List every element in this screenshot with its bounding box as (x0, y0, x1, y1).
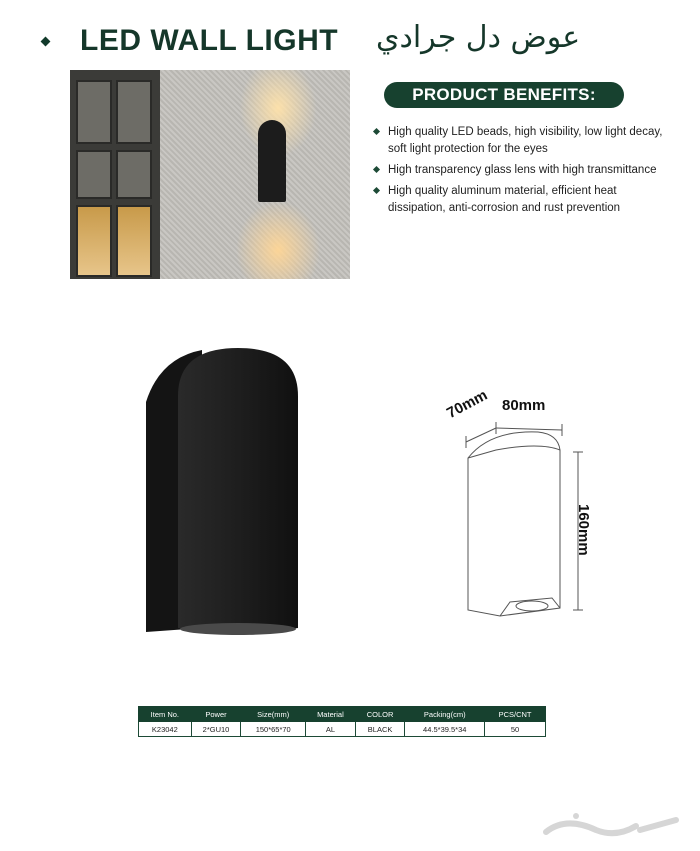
benefit-text: High transparency glass lens with high transmittance (388, 164, 657, 176)
width-dim-line (496, 428, 562, 430)
width-dimension-label: 80mm (502, 397, 546, 414)
table-row (139, 722, 546, 737)
outline-body (468, 432, 560, 616)
spec-cell: 44.5*39.5*34 (405, 722, 485, 737)
benefit-item (372, 162, 672, 179)
watermark-logo (536, 806, 686, 844)
title-bullet-icon (41, 37, 51, 47)
outline-lens (516, 601, 548, 611)
mounted-lamp (258, 120, 286, 202)
benefits-list (372, 124, 672, 221)
benefit-item (372, 124, 672, 158)
spec-cell: 2*GU10 (191, 722, 241, 737)
spec-header-cell: PCS/CNT (485, 707, 546, 722)
dimension-diagram (430, 390, 630, 630)
product-front-face (178, 348, 298, 633)
product-image (140, 346, 300, 636)
window-frame (70, 70, 160, 279)
benefits-heading: PRODUCT BENEFITS: (384, 82, 624, 108)
page-title-arabic: عوض دل جرادي (376, 20, 581, 55)
product-lens (180, 623, 296, 635)
spec-cell: 50 (485, 722, 546, 737)
page-title: LED WALL LIGHT (80, 24, 339, 57)
spec-cell: 150*65*70 (241, 722, 306, 737)
spec-header-cell: Packing(cm) (405, 707, 485, 722)
diamond-bullet-icon (373, 166, 380, 173)
benefit-item (372, 183, 672, 217)
window-pane-lit (76, 205, 112, 277)
spec-header-cell: COLOR (355, 707, 405, 722)
depth-dimension-label: 70mm (444, 386, 491, 423)
spec-header-cell: Power (191, 707, 241, 722)
spec-table (138, 706, 546, 737)
spec-cell: BLACK (355, 722, 405, 737)
benefit-text: High quality LED beads, high visibility, low light decay, soft light protection for the eyes (388, 126, 663, 155)
spec-cell: AL (306, 722, 356, 737)
window-pane (76, 80, 112, 144)
spec-header-cell: Material (306, 707, 356, 722)
window-pane (116, 80, 152, 144)
window-pane (76, 150, 112, 199)
spec-cell: K23042 (139, 722, 192, 737)
spec-header-cell: Size(mm) (241, 707, 306, 722)
spec-header-cell: Item No. (139, 707, 192, 722)
height-dimension-label: 160mm (575, 504, 592, 556)
window-pane (116, 150, 152, 199)
window-pane-lit (116, 205, 152, 277)
lit-wall (160, 70, 350, 279)
spec-table-header-row (139, 707, 546, 722)
benefit-text: High quality aluminum material, efficient heat dissipation, anti-corrosion and rust prevention (388, 185, 621, 214)
diamond-bullet-icon (373, 128, 380, 135)
outline-top-edge (468, 446, 560, 458)
diamond-bullet-icon (373, 187, 380, 194)
installation-photo (70, 70, 350, 279)
